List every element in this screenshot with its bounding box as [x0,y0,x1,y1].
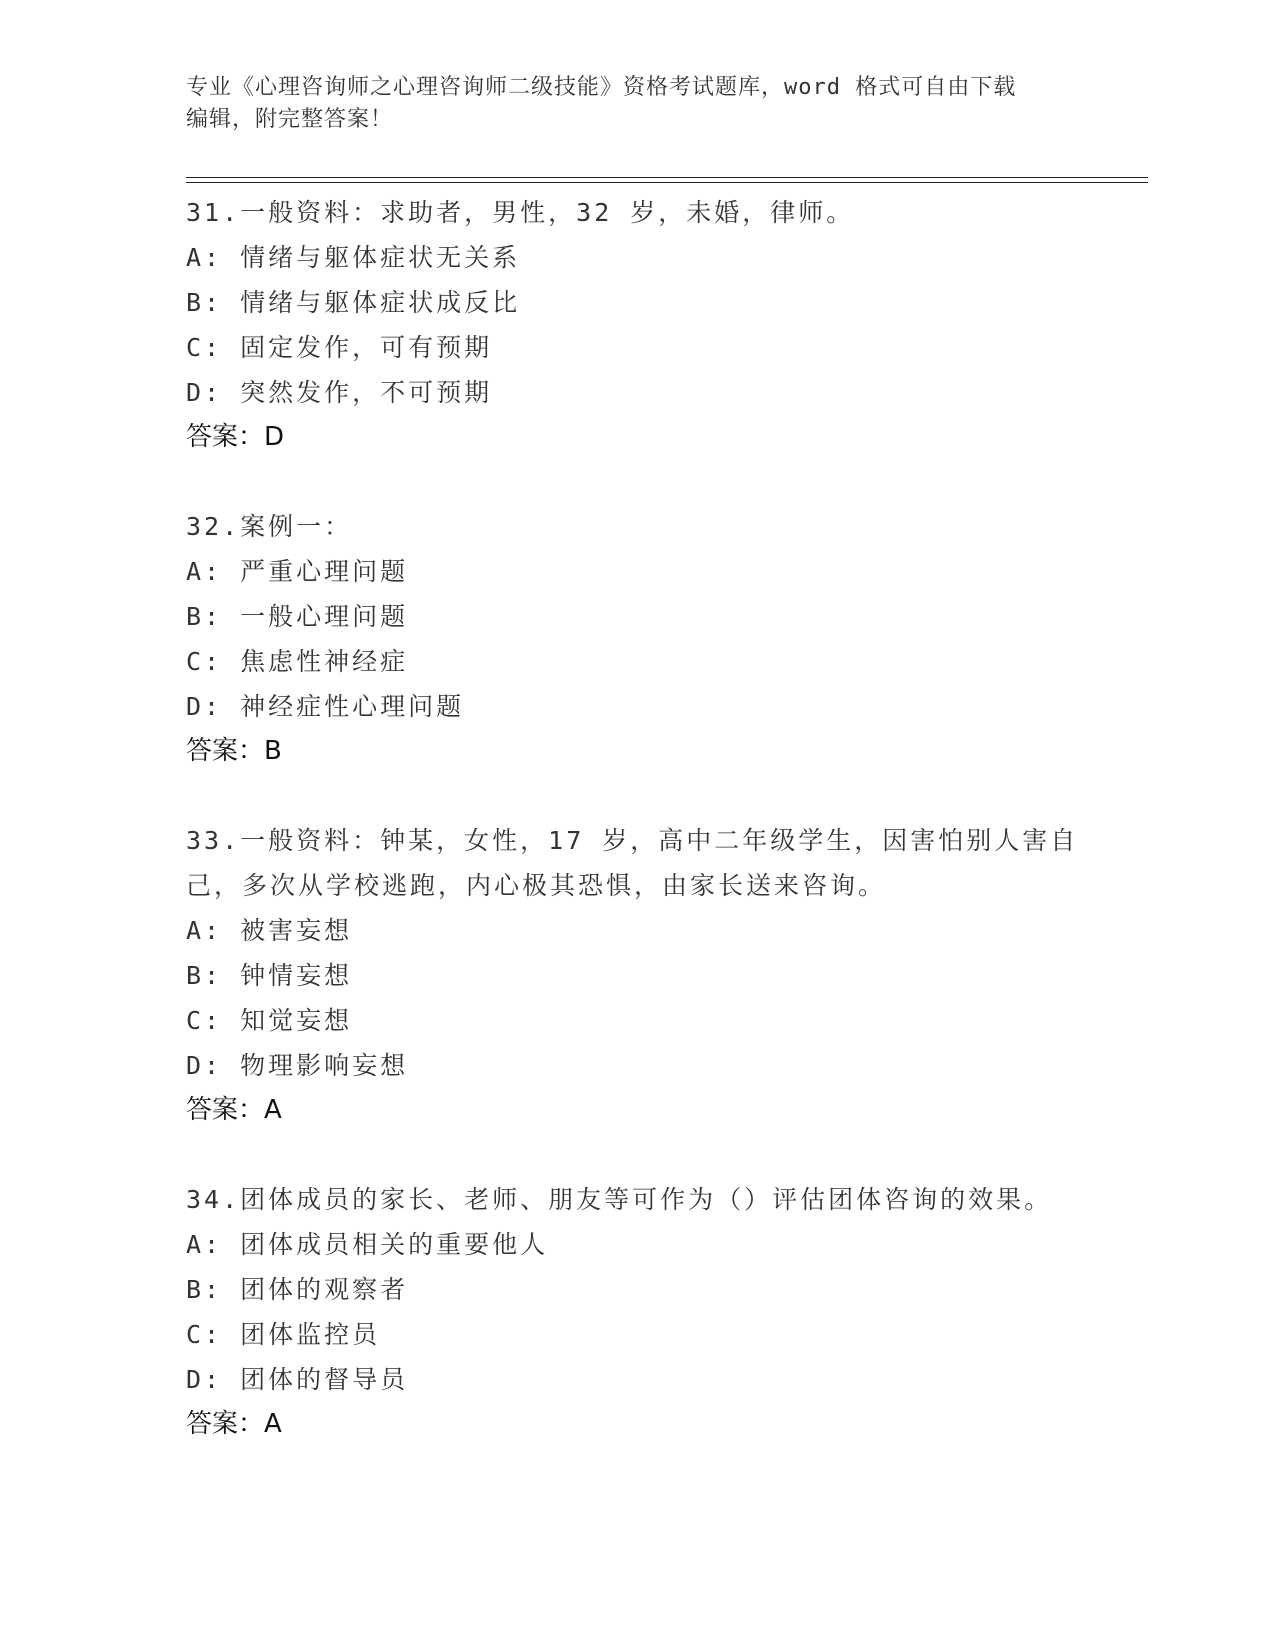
header-rule-bottom [186,182,1148,183]
option-b: B: 钟情妄想 [186,961,353,990]
option-c: C: 固定发作，可有预期 [186,333,493,362]
question-list [186,190,1086,1491]
option-b: B: 一般心理问题 [186,602,409,631]
option-d: D: 团体的督导员 [186,1365,409,1394]
option-d: D: 物理影响妄想 [186,1051,409,1080]
option-a: A: 严重心理问题 [186,557,409,586]
option-d: D: 神经症性心理问题 [186,692,465,721]
answer-line: 答案：D [186,422,285,452]
option-d: D: 突然发作，不可预期 [186,378,493,407]
question-stem: 31.一般资料：求助者，男性，32 岁，未婚，律师。 [186,198,855,227]
answer-line: 答案：B [186,736,282,766]
question-stem-continued: 己，多次从学校逃跑，内心极其恐惧，由家长送来咨询。 [186,871,887,900]
question-stem: 34.团体成员的家长、老师、朋友等可作为（）评估团体咨询的效果。 [186,1185,1053,1214]
question-32 [186,504,1086,774]
option-a: A: 被害妄想 [186,916,353,945]
question-31 [186,190,1086,460]
question-34 [186,1177,1086,1447]
option-c: C: 焦虑性神经症 [186,647,409,676]
option-c: C: 知觉妄想 [186,1006,353,1035]
option-a: A: 情绪与躯体症状无关系 [186,243,521,272]
question-33 [186,818,1086,1133]
header-rule-top [186,177,1148,178]
option-c: C: 团体监控员 [186,1320,381,1349]
answer-line: 答案：A [186,1409,282,1439]
option-a: A: 团体成员相关的重要他人 [186,1230,549,1259]
header-line-2: 编辑，附完整答案！ [186,107,394,132]
option-b: B: 情绪与躯体症状成反比 [186,288,521,317]
header-line-1: 专业《心理咨询师之心理咨询师二级技能》资格考试题库，word 格式可自由下载 [186,75,1017,100]
option-b: B: 团体的观察者 [186,1275,409,1304]
document-header [186,72,1086,136]
question-stem: 33.一般资料：钟某，女性，17 岁，高中二年级学生，因害怕别人害自 [186,826,1079,855]
question-stem: 32.案例一： [186,512,353,541]
answer-line: 答案：A [186,1095,282,1125]
